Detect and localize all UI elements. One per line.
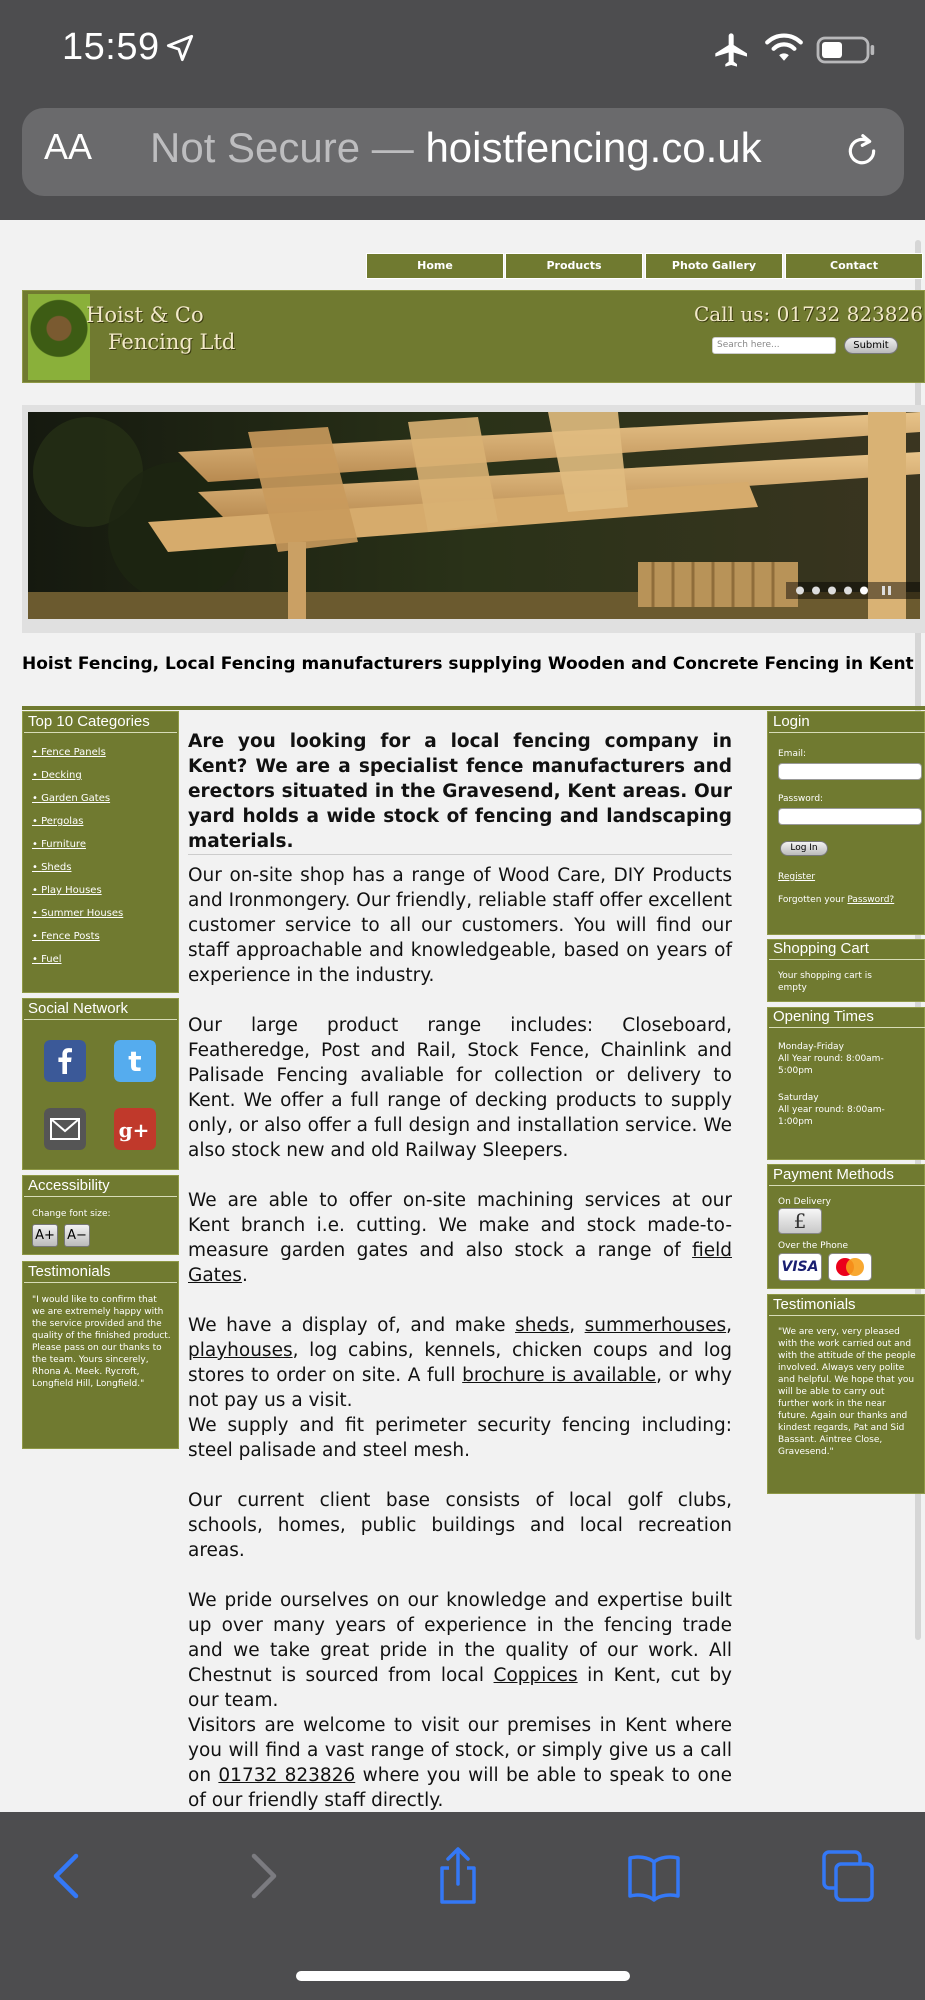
search-input[interactable]: Search here... xyxy=(712,337,836,354)
share-icon[interactable] xyxy=(428,1846,488,1906)
facebook-icon[interactable] xyxy=(44,1040,86,1082)
left-testimonials-title: Testimonials xyxy=(28,1263,111,1280)
shopping-cart-title: Shopping Cart xyxy=(773,940,869,957)
wifi-icon xyxy=(764,32,804,64)
on-delivery-label: On Delivery xyxy=(778,1197,832,1207)
category-link-fence-panels[interactable]: • Fence Panels xyxy=(32,747,106,758)
social-network-title: Social Network xyxy=(28,1000,129,1017)
reload-icon[interactable] xyxy=(842,130,882,172)
right-testimonial-text: "We are very, very pleased with the work carried out and with the attitude of the people involved. Always very polite and helpful. We hope that you will be able to carry out further work in the near future. Again our thanks and kindest regards, Pat and Sid Bassant. Aintree Close, Gravesend." xyxy=(778,1327,916,1457)
main-content xyxy=(188,729,732,1838)
over-phone-label: Over the Phone xyxy=(778,1241,849,1251)
paragraph-products: Our large product range includes: Closeboard, Featheredge, Post and Rail, Stock Fence, Chainlink and Palisade Fencing avaliable for collection or delivery to Kent. We offer a full range of decking products to supply only, or also offer a full design and installation service. We also stock new and old Railway Sleepers. xyxy=(188,1015,732,1161)
paragraph-expertise: We pride ourselves on our knowledge and expertise built up over many years of experience in the fencing trade and we take great pride in the quality of our work. All Chestnut is sourced from local Coppices in Kent, cut by our team. xyxy=(188,1590,733,1711)
opening-times-box xyxy=(767,1007,925,1160)
url-display[interactable] xyxy=(150,124,762,172)
battery-icon xyxy=(816,36,876,64)
paragraph-visitors: Visitors are welcome to visit our premises in Kent where you will find a vast range of stock, or simply give us a call on 01732 823826 where you will be able to speak to one of our friendly staff directly. xyxy=(188,1715,732,1811)
logo-line-1: Hoist & Co xyxy=(86,303,204,327)
font-decrease-button[interactable]: A− xyxy=(64,1224,90,1247)
paragraph-clients: Our current client base consists of local golf clubs, schools, homes, public buildings and local recreation areas. xyxy=(188,1490,732,1561)
status-time: 15:59 xyxy=(62,26,160,68)
category-link-decking[interactable]: • Decking xyxy=(32,770,82,781)
url-domain: hoistfencing.co.uk xyxy=(425,124,762,171)
not-secure-label: Not Secure — xyxy=(150,124,414,171)
right-testimonials-title: Testimonials xyxy=(773,1296,856,1313)
nav-home[interactable]: Home xyxy=(366,253,504,279)
svg-text:t: t xyxy=(128,1045,142,1078)
login-button[interactable]: Log In xyxy=(780,841,828,856)
visa-card-icon: VISA xyxy=(778,1253,822,1281)
nav-contact[interactable]: Contact xyxy=(785,253,923,279)
coppices-link[interactable]: Coppices xyxy=(493,1665,578,1686)
divider xyxy=(769,1027,925,1028)
font-increase-button[interactable]: A+ xyxy=(32,1224,58,1247)
intro-paragraph: Are you looking for a local fencing company in Kent? We are a specialist fence manufacturers and erectors situated in the Gravesend, Kent areas. Our yard holds a wide stock of fencing and landscaping materials. xyxy=(188,729,732,855)
summerhouses-link[interactable]: summerhouses xyxy=(584,1315,727,1336)
divider xyxy=(24,1196,177,1197)
brochure-link[interactable]: brochure is available xyxy=(462,1365,657,1386)
reader-text-size-button[interactable]: AA xyxy=(44,126,93,167)
register-link[interactable]: Register xyxy=(778,872,816,882)
logo-chestnut-image[interactable] xyxy=(28,294,90,380)
email-icon[interactable] xyxy=(44,1108,86,1150)
playhouses-link[interactable]: playhouses xyxy=(188,1340,293,1361)
divider xyxy=(24,1019,177,1020)
category-link-sheds[interactable]: • Sheds xyxy=(32,862,72,873)
heading-divider xyxy=(22,706,925,710)
email-label: Email: xyxy=(778,749,807,759)
location-arrow-icon xyxy=(166,34,194,62)
site-logo[interactable] xyxy=(86,302,235,356)
slideshow-dots[interactable] xyxy=(786,582,920,599)
phone-link[interactable]: 01732 823826 xyxy=(218,1765,356,1786)
opening-weekday: Monday-Friday All Year round: 8:00am-5:00pm xyxy=(778,1042,884,1076)
nav-products[interactable]: Products xyxy=(505,253,643,279)
forgotten-password-link[interactable]: Password? xyxy=(847,895,895,905)
paragraph-display: We have a display of, and make sheds, summerhouses, playhouses, log cabins, kennels, chicken coups and log stores to order on site. A full brochure is available, or why not pay us a visit. xyxy=(188,1315,733,1411)
forgotten-password-text: Forgotten your Password? xyxy=(778,895,895,905)
svg-text:g+: g+ xyxy=(118,1118,150,1142)
airplane-mode-icon xyxy=(712,30,752,70)
nav-photo-gallery[interactable]: Photo Gallery xyxy=(645,253,783,279)
accessibility-title: Accessibility xyxy=(28,1177,110,1194)
paragraph-machining: We are able to offer on-site machining services at our Kent branch i.e. cutting. We make and stock made-to-measure garden gates and also stock a range of field Gates. xyxy=(188,1190,732,1286)
category-link-fence-posts[interactable]: • Fence Posts xyxy=(32,931,100,942)
password-label: Password: xyxy=(778,794,824,804)
divider xyxy=(769,959,925,960)
call-us-phone: Call us: 01732 823826 xyxy=(694,302,923,326)
opening-times-title: Opening Times xyxy=(773,1008,874,1025)
categories-title: Top 10 Categories xyxy=(28,713,150,730)
sheds-link[interactable]: sheds xyxy=(515,1315,570,1336)
google-plus-icon[interactable] xyxy=(114,1108,156,1150)
bookmarks-icon[interactable] xyxy=(624,1846,684,1906)
password-input[interactable] xyxy=(778,808,922,825)
forward-icon[interactable] xyxy=(232,1846,292,1906)
tabs-icon[interactable] xyxy=(818,1846,878,1906)
payment-methods-title: Payment Methods xyxy=(773,1166,894,1183)
category-link-fuel[interactable]: • Fuel xyxy=(32,954,62,965)
divider xyxy=(769,1315,925,1316)
page-title: Hoist Fencing, Local Fencing manufacturers supplying Wooden and Concrete Fencing in Kent xyxy=(22,654,914,674)
paragraph-security: We supply and fit perimeter security fencing including: steel palisade and steel mesh. xyxy=(188,1415,732,1461)
logo-line-2: Fencing Ltd xyxy=(108,330,236,354)
divider xyxy=(769,732,925,733)
field-gates-link[interactable]: field Gates xyxy=(188,1240,732,1286)
cash-pound-icon: £ xyxy=(778,1208,822,1234)
divider xyxy=(24,1282,177,1283)
category-link-summer-houses[interactable]: • Summer Houses xyxy=(32,908,124,919)
divider xyxy=(24,732,177,733)
login-title: Login xyxy=(773,713,810,730)
search-submit-button[interactable]: Submit xyxy=(844,337,898,354)
cart-status-text: Your shopping cart is empty xyxy=(778,971,872,993)
divider xyxy=(769,1185,925,1186)
category-link-furniture[interactable]: • Furniture xyxy=(32,839,86,850)
paragraph-shop: Our on-site shop has a range of Wood Care, DIY Products and Ironmongery. Our friendly, reliable staff offer excellent customer service to all our customers. You will find our staff approachable and knowledgeable, based on years of experience in the industry. xyxy=(188,865,732,986)
back-icon[interactable] xyxy=(38,1846,98,1906)
category-link-pergolas[interactable]: • Pergolas xyxy=(32,816,84,827)
category-link-play-houses[interactable]: • Play Houses xyxy=(32,885,102,896)
font-size-label: Change font size: xyxy=(32,1209,111,1219)
category-link-garden-gates[interactable]: • Garden Gates xyxy=(32,793,111,804)
home-indicator[interactable] xyxy=(296,1971,630,1981)
twitter-icon[interactable] xyxy=(114,1040,156,1082)
email-input[interactable] xyxy=(778,763,922,780)
mastercard-icon xyxy=(828,1253,872,1281)
left-testimonial-text: "I would like to confirm that we are extremely happy with the service provided and the quality of the finished product. Please pass on our thanks to the team. Yours sincerely, Rhona A. Meek. Rycroft, Longfield Hill, Longfield." xyxy=(32,1295,171,1389)
opening-saturday: Saturday All year round: 8:00am-1:00pm xyxy=(778,1093,885,1127)
